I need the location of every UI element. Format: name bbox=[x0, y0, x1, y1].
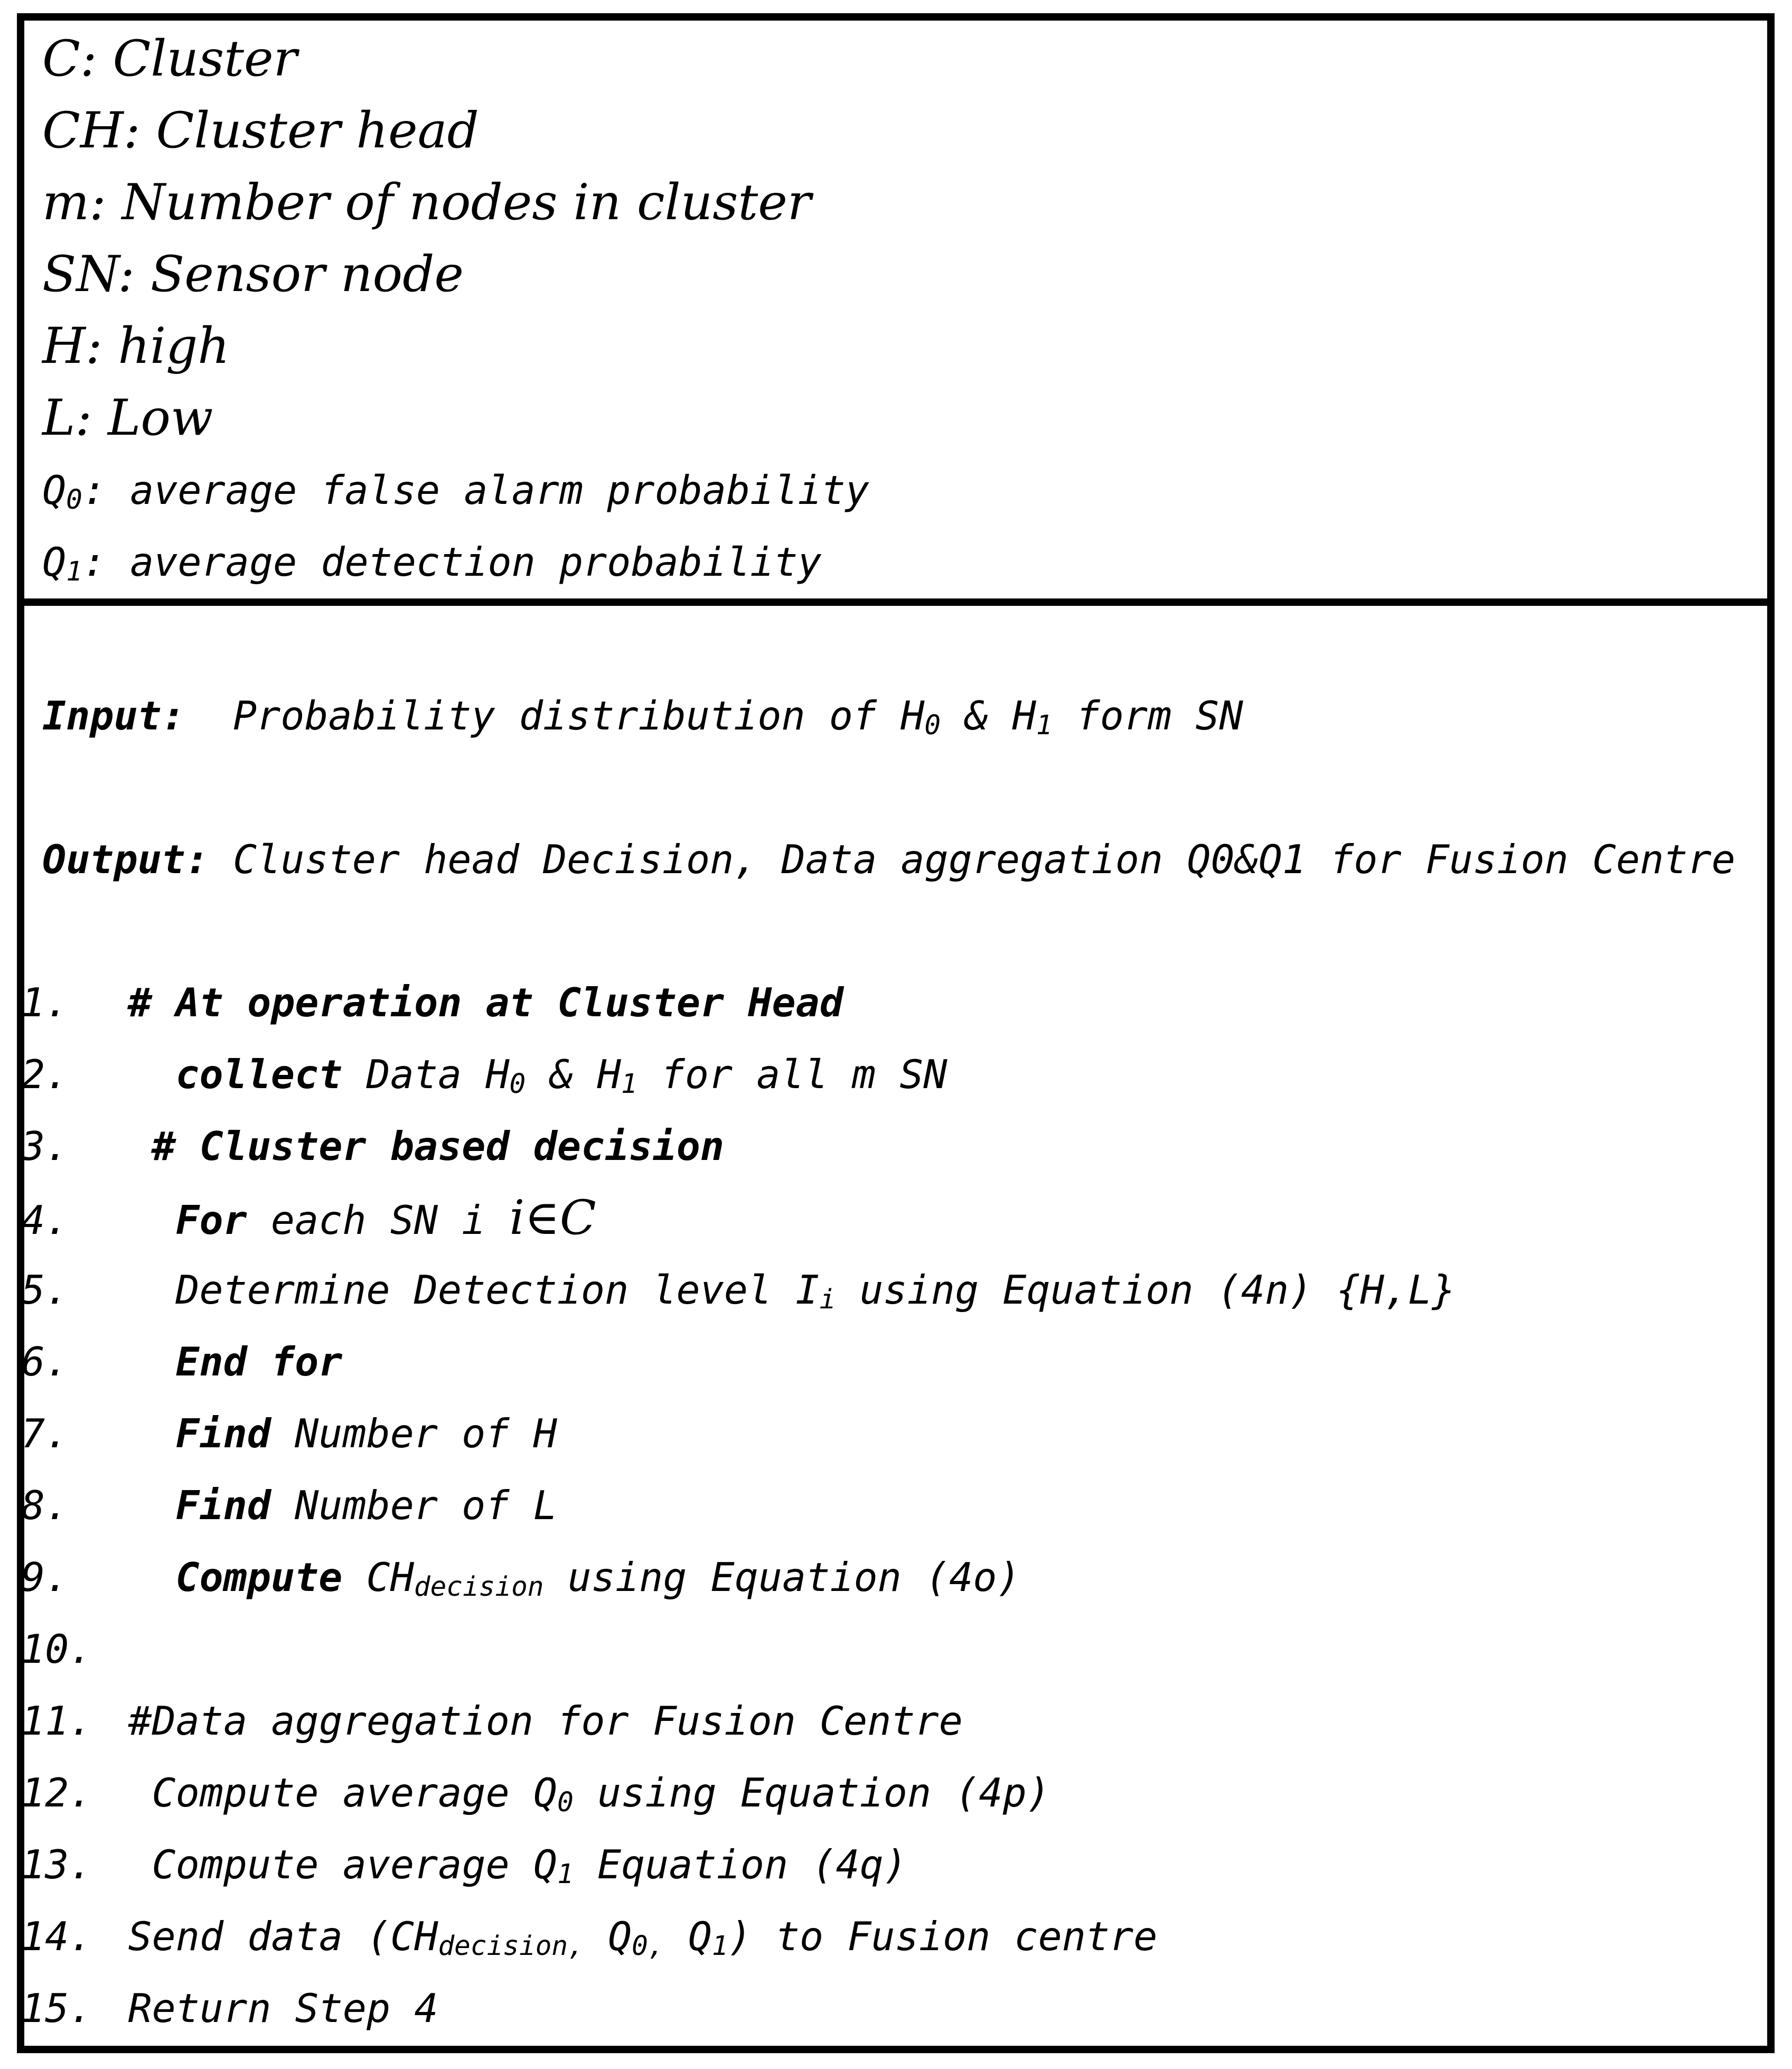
step-2: 2. collect Data H0 & H1 for all m SN bbox=[21, 1051, 947, 1100]
step-9: 9. Compute CHdecision using Equation (4o) bbox=[21, 1554, 1021, 1603]
step-1: 1. # At operation at Cluster Head bbox=[21, 979, 843, 1026]
legend-item-c: C: Cluster bbox=[42, 30, 297, 88]
step-15: 15. Return Step 4 bbox=[21, 1985, 438, 2031]
input-line: Input: Probability distribution of H0 & H1 form SN bbox=[42, 692, 1243, 742]
legend-item-h: H: high bbox=[42, 317, 230, 375]
legend-item-q1: Q1: average detection probability bbox=[42, 539, 822, 588]
output-label: Output: bbox=[42, 836, 210, 883]
legend-item-sn: SN: Sensor node bbox=[42, 246, 464, 303]
algorithm-frame bbox=[17, 13, 1775, 2053]
input-label: Input: bbox=[42, 692, 185, 739]
step-6: 6. End for bbox=[21, 1338, 343, 1385]
step-11: 11. #Data aggregation for Fusion Centre bbox=[21, 1698, 963, 1744]
output-line: Output: Cluster head Decision, Data aggregation Q0&Q1 for Fusion Centre bbox=[42, 836, 1735, 883]
step-14: 14. Send data (CHdecision, Q0, Q1) to Fusion centre bbox=[21, 1913, 1158, 1962]
legend-item-ch: CH: Cluster head bbox=[42, 102, 479, 160]
step-5: 5. Determine Detection level Ii using Equation (4n) {H,L} bbox=[21, 1267, 1456, 1316]
step-13: 13. Compute average Q1 Equation (4q) bbox=[21, 1841, 907, 1890]
step-8: 8. Find Number of L bbox=[21, 1482, 557, 1529]
step-12: 12. Compute average Q0 using Equation (4p) bbox=[21, 1770, 1050, 1819]
legend-item-m: m: Number of nodes in cluster bbox=[42, 174, 811, 231]
step-4: 4. For each SN i i∈C bbox=[21, 1190, 596, 1246]
legend-item-l: L: Low bbox=[42, 389, 213, 447]
step-7: 7. Find Number of H bbox=[21, 1410, 557, 1457]
section-divider bbox=[17, 598, 1775, 606]
step-3: 3. # Cluster based decision bbox=[21, 1123, 725, 1169]
step-10: 10. bbox=[21, 1626, 93, 1672]
legend-item-q0: Q0: average false alarm probability bbox=[42, 467, 869, 516]
